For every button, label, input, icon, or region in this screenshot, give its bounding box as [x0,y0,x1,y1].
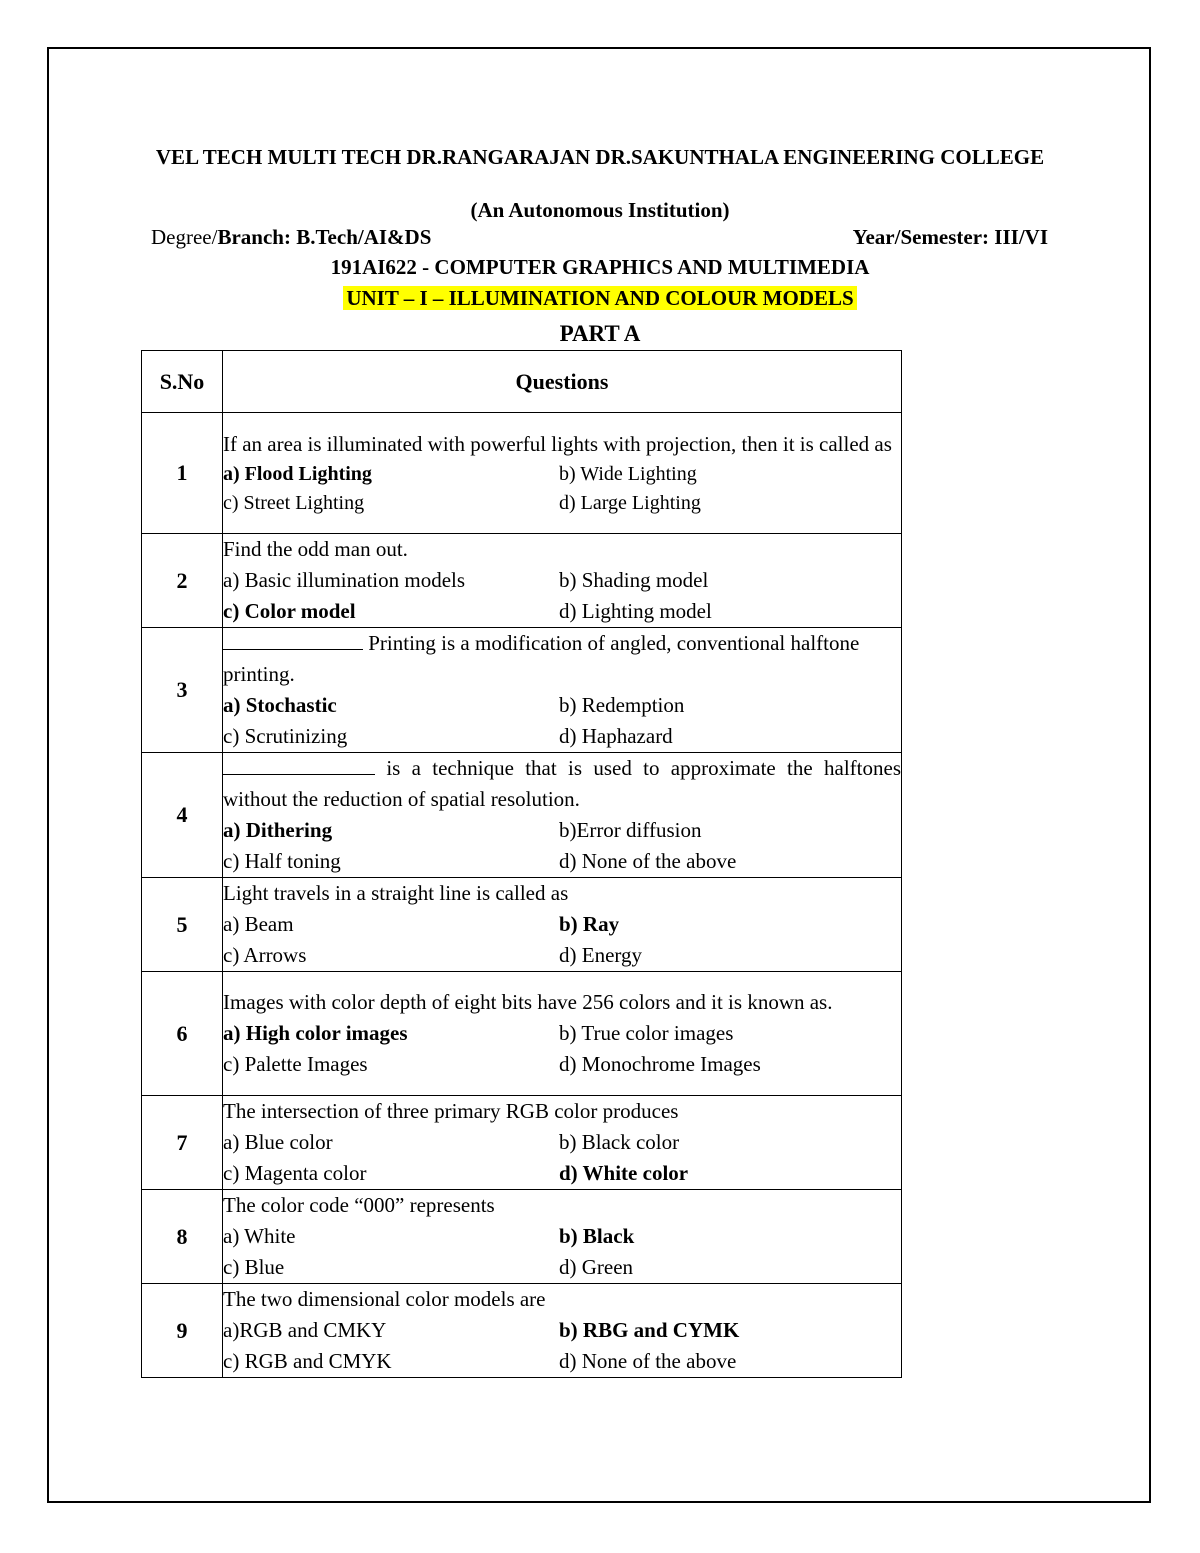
questions-header: Questions [223,351,902,413]
option: c) Palette Images [223,1052,368,1076]
question-text-block [223,1096,901,1127]
option-correct: a) Flood Lighting [223,462,372,485]
question-text-block [223,429,901,460]
question-number: 3 [142,628,223,753]
question-text-block [223,534,901,565]
question-cell [223,534,902,628]
option: d) Large Lighting [559,491,701,514]
question-text-block [223,753,901,815]
question-cell [223,753,902,878]
option: d) Green [559,1255,634,1279]
option: a)RGB and CMKY [223,1318,387,1342]
option: a) White [223,1224,296,1248]
option: d) None of the above [559,849,737,873]
table-row [142,628,902,753]
part-title: PART A [559,321,641,346]
question-text: The intersection of three primary RGB color produces [223,1099,679,1123]
question-cell [223,972,902,1096]
options-grid [223,909,901,971]
question-cell [223,413,902,534]
options-grid [223,460,901,518]
fill-in-blank [223,754,375,775]
question-number: 6 [142,972,223,1096]
option: b) True color images [559,1021,734,1045]
option: a) Beam [223,912,294,936]
table-header-row [142,351,902,413]
option-correct: b) RBG and CYMK [559,1318,740,1342]
table-row [142,413,902,534]
fill-in-blank [223,629,363,650]
question-text: is a technique that is used to approximate the halftones without the reduction of spatial resolution. [223,756,901,811]
option-correct: d) White color [559,1161,689,1185]
option: d) None of the above [559,1349,737,1373]
degree-value: Branch: B.Tech/AI&DS [217,225,432,249]
question-cell [223,1096,902,1190]
option-correct: a) Dithering [223,818,333,842]
unit-title [140,285,1060,312]
degree-branch [151,224,431,250]
unit-highlight: UNIT – I – ILLUMINATION AND COLOUR MODELS [343,286,856,310]
option: b) Redemption [559,693,685,717]
question-text-block [223,878,901,909]
option-correct: a) Stochastic [223,693,337,717]
question-number: 8 [142,1190,223,1284]
degree-label: Degree/ [151,225,218,249]
college-name: VEL TECH MULTI TECH DR.RANGARAJAN DR.SAKUNTHALA ENGINEERING COLLEGE [155,145,1045,169]
option: c) Half toning [223,849,341,873]
options-grid [223,1221,901,1283]
year-semester: Year/Semester: III/VI [852,225,1048,249]
options-grid [223,1127,901,1189]
question-number: 4 [142,753,223,878]
questions-table [141,350,902,1378]
question-cell [223,878,902,972]
option: d) Monochrome Images [559,1052,761,1076]
course-title: 191AI622 - COMPUTER GRAPHICS AND MULTIMEDIA [330,255,870,279]
question-text: The two dimensional color models are [223,1287,546,1311]
option: c) Scrutinizing [223,724,348,748]
options-grid [223,1315,901,1377]
question-text-block [223,1284,901,1315]
table-row [142,1190,902,1284]
question-number: 2 [142,534,223,628]
table-row [142,753,902,878]
option-correct: c) Color model [223,599,356,623]
question-text: Light travels in a straight line is called as [223,881,569,905]
question-text: Images with color depth of eight bits have 256 colors and it is known as. [223,990,833,1014]
question-text: The color code “000” represents [223,1193,495,1217]
question-cell [223,1190,902,1284]
question-text: Printing is a modification of angled, conventional halftone printing. [223,631,860,686]
question-number: 5 [142,878,223,972]
option: c) Street Lighting [223,491,365,514]
question-number: 9 [142,1284,223,1378]
option-correct: b) Black [559,1224,635,1248]
option-correct: b) Ray [559,912,620,936]
options-grid [223,1018,901,1080]
option-correct: a) High color images [223,1021,408,1045]
autonomous-label: (An Autonomous Institution) [470,198,730,222]
question-cell [223,1284,902,1378]
option: c) Blue [223,1255,285,1279]
questions-body [142,413,902,1378]
option: d) Lighting model [559,599,712,623]
table-row [142,972,902,1096]
question-text-block [223,628,901,690]
question-text: If an area is illuminated with powerful lights with projection, then it is called as [223,431,892,456]
option: c) Magenta color [223,1161,367,1185]
table-row [142,1284,902,1378]
table-row [142,1096,902,1190]
question-text-block [223,1190,901,1221]
option: b) Wide Lighting [559,462,697,485]
sno-header: S.No [142,351,223,413]
table-row [142,534,902,628]
option: b) Black color [559,1130,680,1154]
options-grid [223,815,901,877]
degree-row [151,224,1048,250]
option: b)Error diffusion [559,818,702,842]
options-grid [223,565,901,627]
question-cell [223,628,902,753]
table-row [142,878,902,972]
option: d) Haphazard [559,724,673,748]
question-text: Find the odd man out. [223,537,408,561]
question-number: 7 [142,1096,223,1190]
option: d) Energy [559,943,643,967]
option: a) Blue color [223,1130,333,1154]
option: c) RGB and CMYK [223,1349,392,1373]
options-grid [223,690,901,752]
option: c) Arrows [223,943,307,967]
question-number: 1 [142,413,223,534]
option: a) Basic illumination models [223,568,466,592]
question-text-block [223,987,901,1018]
option: b) Shading model [559,568,709,592]
